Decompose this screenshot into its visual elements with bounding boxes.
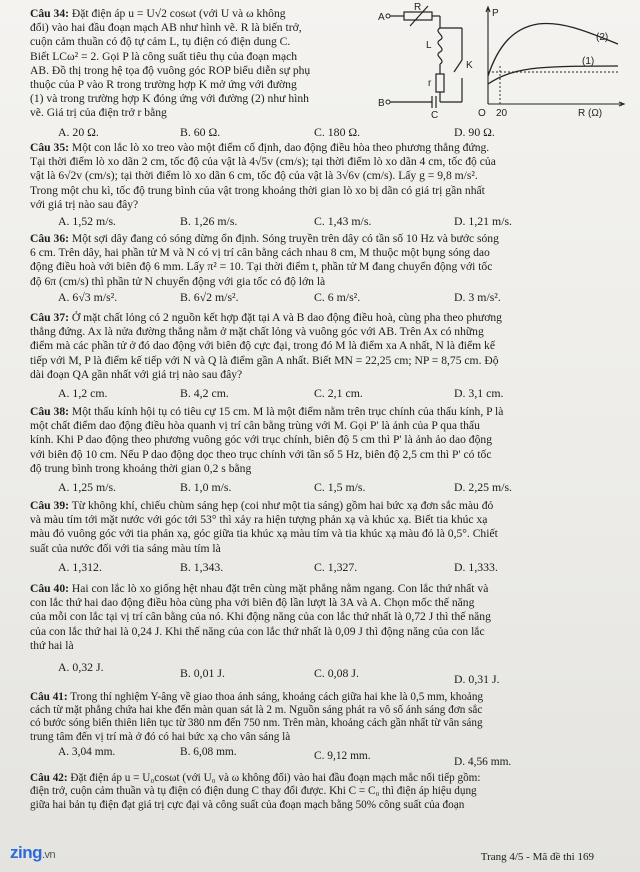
option-c: C. 6 m/s².	[314, 290, 361, 304]
option-c: C. 1,43 m/s.	[314, 214, 372, 228]
page-footer: Trang 4/5 - Mã đề thi 169	[480, 851, 594, 863]
question-number: Câu 41:	[30, 691, 68, 703]
option-b: B. 1,0 m/s.	[180, 480, 232, 494]
question-41: Câu 41: Trong thí nghiệm Y-âng về giao thoa ánh sáng, khoảng cách giữa hai khe là 0,5 mm, khoảng cách từ mặt phẳng chứa hai khe đến màn quan sát là 2 m. Nguồn sáng phát ra vô số ánh sáng đơn sắc có bước sóng biến thiên liên tục từ 380 nm đến 750 nm. Trên màn, khoảng cách gần nhất từ vân sáng trung tâm đến vị trí mà ở đó có hai bức xạ cho vân sáng là	[30, 691, 484, 743]
origin-label: O	[478, 108, 486, 119]
option-d: D. 3,1 cm.	[454, 386, 504, 400]
question-number: Câu 40:	[30, 582, 69, 595]
question-number: Câu 34:	[30, 7, 69, 20]
label-c: C	[431, 110, 439, 120]
option-c: C. 9,12 mm.	[314, 750, 371, 762]
option-a: A. 0,32 J.	[58, 660, 104, 674]
question-38: Câu 38: Một thấu kính hội tụ có tiêu cự 15 cm. M là một điểm nằm trên trục chính của thấu kính, P là một chất điểm dao động điều hòa quanh vị trí cân bằng trùng với M. Gọi P' là ảnh của P qua thấu kính. Khi P dao động theo phương vuông góc với trục chính, biên độ 5 cm thì P' là ảnh ảo dao động với biên độ 10 cm. Nếu P dao động dọc theo trục chính với tần số 5 Hz, biên độ 2,5 cm thì P' có tốc độ trung bình trong khoảng thời gian 0,2 s bằng	[30, 405, 504, 475]
question-34: Câu 34: Đặt điện áp u = U√2 cosωt (với U và ω không đổi) vào hai đầu đoạn mạch AB như hình vẽ. R là biến trở, cuộn cảm thuần có độ tự cảm L, tụ điện có điện dung C. Biết LCω² = 2. Gọi P là công suất tiêu thụ của đoạn mạch AB. Đồ thị trong hệ tọa độ vuông góc ROP biểu diễn sự phụ thuộc của P vào R trong trường hợp K mở ứng với đường (1) và trong trường hợp K đóng ứng với đường (2) như hình vẽ. Giá trị của điện trở r bằng	[30, 7, 311, 120]
label-r-small: r	[428, 78, 432, 89]
curve-2-label: (2)	[596, 32, 609, 43]
option-a: A. 1,52 m/s.	[58, 214, 117, 228]
option-b: B. 4,2 cm.	[180, 386, 229, 400]
option-d: D. 90 Ω.	[454, 125, 495, 139]
option-c: C. 2,1 cm.	[314, 386, 363, 400]
curve-1	[488, 66, 618, 84]
curve-1-label: (1)	[582, 56, 595, 67]
option-a: A. 1,312.	[58, 560, 102, 574]
question-number: Câu 38:	[30, 405, 69, 418]
question-number: Câu 39:	[30, 499, 69, 512]
option-b: B. 0,01 J.	[180, 666, 225, 680]
question-37: Câu 37: Ở mặt chất lỏng có 2 nguồn kết hợp đặt tại A và B dao động điều hoà, cùng pha theo phương thẳng đứng. Ax là nửa đường thẳng nằm ở mặt chất lỏng và vuông góc với AB. Trên Ax có những điểm mà các phần tử ở đó dao động với biên độ cực đại, trong đó M là điểm xa A nhất, N là điểm kế tiếp với M, P là điểm kế tiếp với N và Q là điểm gần A nhất. Biết MN = 22,25 cm; NP = 8,75 cm. Độ dài đoạn QA gần nhất với giá trị nào sau đây?	[30, 311, 502, 381]
label-b: B	[378, 98, 385, 109]
option-b: B. 1,343.	[180, 560, 224, 574]
option-c: C. 0,08 J.	[314, 666, 359, 680]
question-number: Câu 37:	[30, 311, 69, 324]
option-c: C. 1,5 m/s.	[314, 480, 366, 494]
axis-p-label: P	[492, 8, 499, 19]
axis-r-label: R (Ω)	[578, 108, 603, 119]
label-a: A	[378, 12, 385, 23]
circuit-diagram	[378, 2, 478, 120]
zing-watermark-logo: zing.vn	[10, 843, 56, 862]
question-36: Câu 36: Một sợi dây đang có sóng dừng ổn định. Sóng truyền trên dây có tần số 10 Hz và bước sóng 6 cm. Trên dây, hai phần tử M và N có vị trí cân bằng cách nhau 8 cm, M thuộc một bụng sóng dao động điều hoà với biên độ 6 mm. Lấy π² = 10. Tại thời điểm t, phần tử M đang chuyển động với tốc độ 6π (cm/s) thì phần tử N chuyển động với gia tốc có độ lớn là	[30, 232, 499, 288]
question-35: Câu 35: Một con lắc lò xo treo vào một điểm cố định, dao động điều hòa theo phương thẳng đứng. Tại thời điểm lò xo dãn 2 cm, tốc độ của vật là 4√5v (cm/s); tại thời điểm lò xo dãn 4 cm, tốc độ của vật là 6√2v (cm/s); tại thời điểm lò xo dãn 6 cm, tốc độ của vật là 3√6v (cm/s). Lấy g = 9,8 m/s². Trong một chu kì, tốc độ trung bình của vật trong khoảng thời gian lò xo bị dãn có giá trị gần nhất với giá trị nào sau đây?	[30, 141, 496, 211]
option-d: D. 3 m/s².	[454, 290, 501, 304]
question-42: Câu 42: Đặt điện áp u = U₀cosωt (với U₀ và ω không đổi) vào hai đầu đoạn mạch mắc nối tiếp gồm: điện trở, cuộn cảm thuần và tụ điện có điện dung C thay đổi được. Khi C = C₀ thì điện áp hiệu dụng giữa hai bản tụ điện đạt giá trị cực đại và công suất của đoạn mạch bằng 50% công suất của đoạn	[30, 772, 481, 811]
power-resistance-graph	[478, 4, 628, 122]
option-d: D. 2,25 m/s.	[454, 480, 513, 494]
option-a: A. 1,25 m/s.	[58, 480, 117, 494]
tick-20: 20	[496, 108, 508, 119]
option-b: B. 1,26 m/s.	[180, 214, 238, 228]
question-39: Câu 39: Từ không khí, chiếu chùm sáng hẹp (coi như một tia sáng) gồm hai bức xạ đơn sắc màu đỏ và màu tím tới mặt nước với góc tới 53° thì xảy ra hiện tượng phản xạ và khúc xạ. Biết tia khúc xạ màu đỏ vuông góc với tia phản xạ, góc giữa tia khúc xạ màu tím và tia khúc xạ màu đỏ là 0,5°. Chiết suất của nước đối với tia sáng màu tím là	[30, 499, 498, 555]
label-l: L	[426, 40, 432, 51]
option-c: C. 1,327.	[314, 560, 358, 574]
option-b: B. 6,08 mm.	[180, 746, 237, 758]
label-r-big: R	[414, 2, 422, 13]
option-d: D. 1,21 m/s.	[454, 214, 513, 228]
question-40: Câu 40: Hai con lắc lò xo giống hệt nhau đặt trên cùng mặt phẳng nằm ngang. Con lắc thứ nhất và con lắc thứ hai dao động điều hòa cùng pha với biên độ lần lượt là 3A và A. Chọn mốc thế năng của mỗi con lắc tại vị trí cân bằng của nó. Khi động năng của con lắc thứ nhất là 0,72 J thì thế năng của con lắc thứ hai là 0,24 J. Khi thế năng của con lắc thứ nhất là 0,09 J thì động năng của con lắc thứ hai là	[30, 582, 491, 652]
option-a: A. 20 Ω.	[58, 125, 99, 139]
option-b: B. 6√2 m/s².	[180, 290, 239, 304]
option-d: D. 4,56 mm.	[454, 756, 512, 768]
label-k: K	[466, 60, 473, 71]
question-number: Câu 35:	[30, 141, 69, 154]
option-d: D. 1,333.	[454, 560, 498, 574]
option-b: B. 60 Ω.	[180, 125, 221, 139]
option-d: D. 0,31 J.	[454, 672, 500, 686]
question-number: Câu 42:	[30, 772, 68, 784]
option-a: A. 1,2 cm.	[58, 386, 108, 400]
option-a: A. 3,04 mm.	[58, 746, 116, 758]
option-a: A. 6√3 m/s².	[58, 290, 118, 304]
option-c: C. 180 Ω.	[314, 125, 361, 139]
question-number: Câu 36:	[30, 232, 69, 245]
